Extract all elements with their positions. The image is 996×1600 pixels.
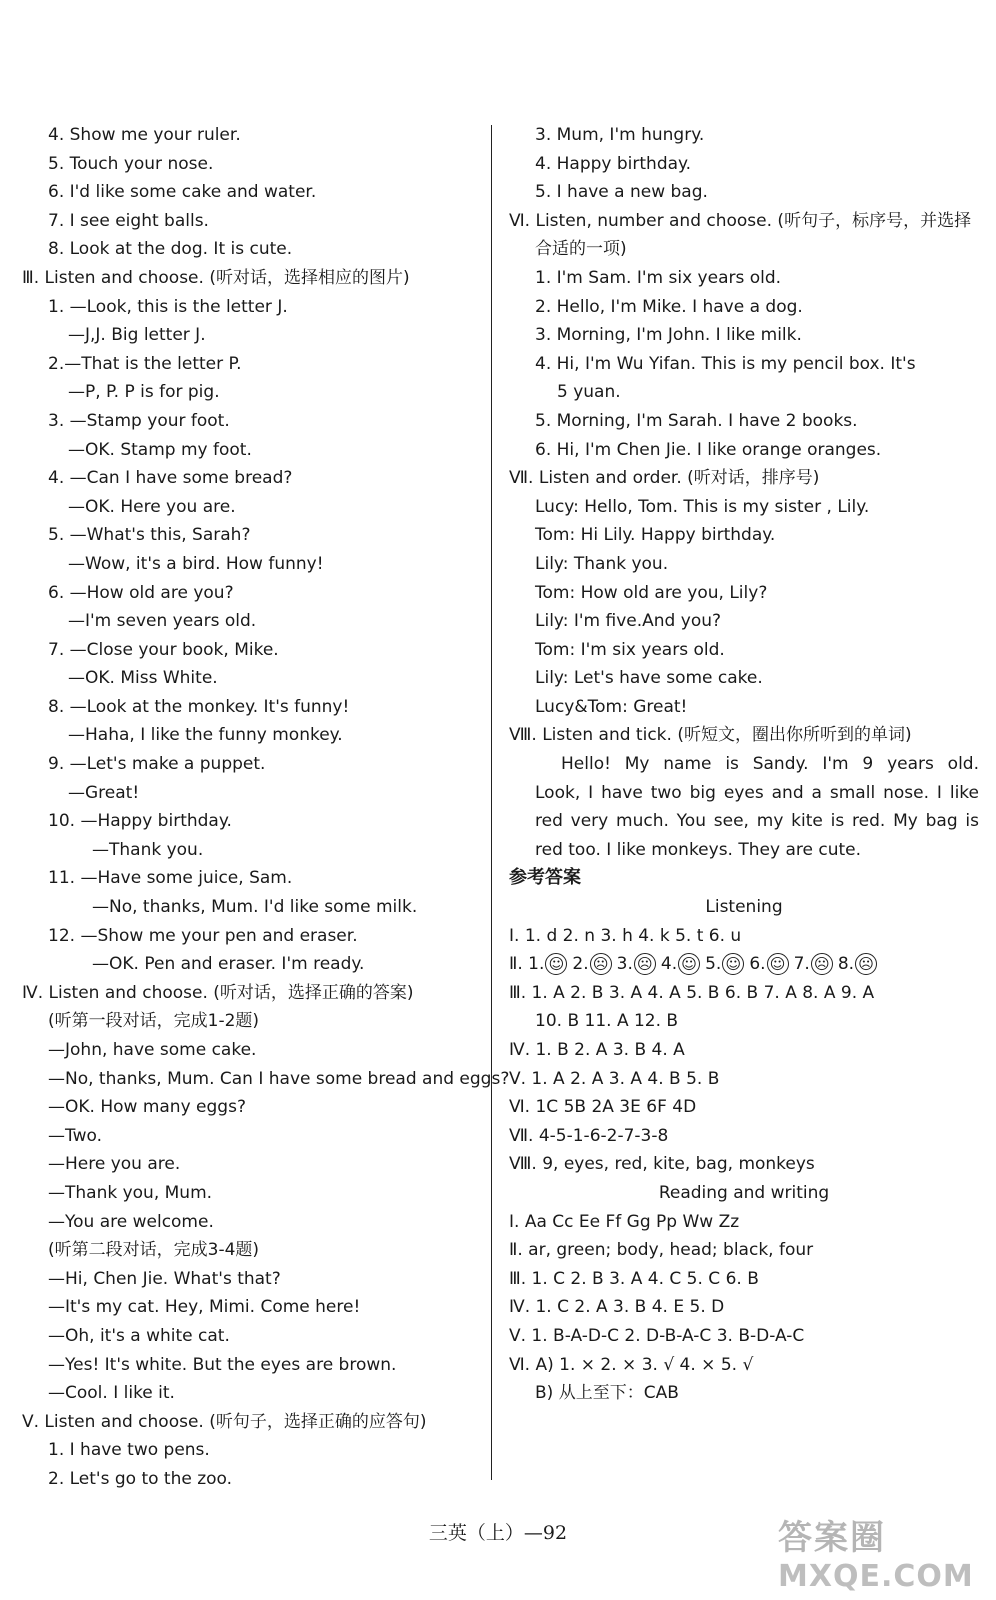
rw-answer-6b: B) 从上至下：CAB [535, 1383, 679, 1404]
script-line: Lucy: Hello, Tom. This is my sister , Lily. [535, 496, 870, 517]
listening-answer-8: Ⅷ. 9, eyes, red, kite, bag, monkeys [509, 1154, 815, 1175]
script-line: —You are welcome. [48, 1211, 214, 1232]
column-divider [491, 125, 492, 1480]
script-line: 6. I'd like some cake and water. [48, 182, 317, 203]
script-line: 6. Hi, I'm Chen Jie. I like orange oranges. [535, 439, 882, 460]
script-line: (听第二段对话，完成3-4题) [48, 1240, 260, 1261]
script-line: 2. Let's go to the zoo. [48, 1468, 233, 1489]
script-line: —Haha, I like the funny monkey. [68, 725, 343, 746]
script-line: —Thank you, Mum. [48, 1182, 213, 1203]
script-line: 2. Hello, I'm Mike. I have a dog. [535, 296, 803, 317]
script-line: 5. Morning, I'm Sarah. I have 2 books. [535, 410, 858, 431]
script-line: 5 yuan. [557, 382, 621, 403]
watermark-site: MXQE.COM [778, 1559, 974, 1594]
watermark [778, 1510, 978, 1592]
reading-writing-title: Reading and writing [658, 1182, 830, 1203]
script-line: 4. —Can I have some bread? [48, 468, 293, 489]
script-line: —Great! [68, 782, 140, 803]
script-line: Lucy&Tom: Great! [535, 696, 688, 717]
left-column [22, 121, 510, 1494]
script-line: 5. I have a new bag. [535, 182, 708, 203]
listening-title: Listening [705, 897, 783, 918]
script-line: —J,J. Big letter J. [68, 325, 206, 346]
script-line: 9. —Let's make a puppet. [48, 754, 266, 775]
listening-answer-3: Ⅲ. 1. A 2. B 3. A 4. A 5. B 6. B 7. A 8. A 9. A [509, 982, 875, 1003]
script-line: 4. Happy birthday. [535, 153, 692, 174]
script-line: —Two. [48, 1125, 102, 1146]
script-line: Tom: How old are you, Lily? [535, 582, 768, 603]
script-line: —No, thanks, Mum. Can I have some bread and eggs? [48, 1068, 510, 1089]
script-line: Ⅴ. Listen and choose. (听句子，选择正确的应答句) [22, 1411, 427, 1432]
face-icon: ☺ [678, 953, 700, 975]
script-line: Ⅵ. Listen, number and choose. (听句子，标序号，并选择 [509, 210, 972, 231]
script-line: —OK. Here you are. [68, 496, 236, 517]
face-number: 7. [793, 954, 810, 975]
listening-answer-2-label: Ⅱ. 1. [509, 954, 545, 975]
script-line: Ⅲ. Listen and choose. (听对话，选择相应的图片) [22, 267, 410, 288]
face-icon: ☹ [634, 953, 656, 975]
script-line: (听第一段对话，完成1-2题) [48, 1011, 260, 1032]
face-number: 6. [749, 954, 766, 975]
face-number: 3. [616, 954, 633, 975]
script-line: 3. Morning, I'm John. I like milk. [535, 325, 802, 346]
script-line: —OK. How many eggs? [48, 1097, 246, 1118]
script-line: —Yes! It's white. But the eyes are brown. [48, 1354, 397, 1375]
page-footer: 三英（上）—92 [428, 1522, 568, 1544]
script-line: —Cool. I like it. [48, 1383, 175, 1404]
rw-answer-5: Ⅴ. 1. B-A-D-C 2. D-B-A-C 3. B-D-A-C [509, 1325, 805, 1346]
script-line: 6. —How old are you? [48, 582, 234, 603]
script-line: —OK. Miss White. [68, 668, 218, 689]
script-line: —Thank you. [92, 839, 204, 860]
script-line: 2.—That is the letter P. [48, 353, 242, 374]
passage [535, 750, 979, 864]
listening-answer-2 [509, 950, 979, 979]
listening-script-continued [509, 121, 979, 750]
script-line: Lily: I'm five.And you? [535, 611, 722, 632]
script-line: Ⅶ. Listen and order. (听对话，排序号) [509, 468, 820, 489]
script-line: 10. —Happy birthday. [48, 811, 232, 832]
listening-answer-1: Ⅰ. 1. d 2. n 3. h 4. k 5. t 6. u [509, 925, 742, 946]
script-line: 7. —Close your book, Mike. [48, 639, 279, 660]
script-line: 4. Show me your ruler. [48, 125, 241, 145]
listening-answer-6: Ⅵ. 1C 5B 2A 3E 6F 4D [509, 1097, 697, 1118]
script-line: 7. I see eight balls. [48, 210, 209, 231]
face-number: 2. [572, 954, 589, 975]
face-number: 4. [660, 954, 678, 975]
face-icon: ☹ [811, 953, 833, 975]
script-line: Tom: I'm six years old. [535, 639, 725, 660]
script-line: 8. Look at the dog. It is cute. [48, 239, 293, 260]
script-line: 11. —Have some juice, Sam. [48, 868, 293, 889]
face-icon: ☺ [545, 953, 567, 975]
listening-answer-3b: 10. B 11. A 12. B [535, 1011, 679, 1032]
script-line: 3. Mum, I'm hungry. [535, 125, 705, 145]
script-line: Lily: Thank you. [535, 553, 669, 574]
script-line: 1. I have two pens. [48, 1440, 210, 1461]
script-line: 12. —Show me your pen and eraser. [48, 925, 358, 946]
watermark-logo: 答案圈 [778, 1518, 886, 1558]
script-line: —Wow, it's a bird. How funny! [68, 553, 324, 574]
answers-heading: 参考答案 [509, 867, 581, 889]
rw-answer-1: Ⅰ. Aa Cc Ee Ff Gg Pp Ww Zz [509, 1211, 740, 1232]
script-line: —OK. Stamp my foot. [68, 439, 252, 460]
script-line: 合适的一项) [535, 239, 627, 260]
script-line: —P, P. P is for pig. [68, 382, 220, 403]
script-line: Lily: Let's have some cake. [535, 668, 763, 689]
rw-answer-6: Ⅵ. A) 1. × 2. × 3. √ 4. × 5. √ [509, 1354, 754, 1375]
script-line: —John, have some cake. [48, 1040, 257, 1060]
script-line: —Oh, it's a white cat. [48, 1325, 230, 1346]
script-line: Ⅳ. Listen and choose. (听对话，选择正确的答案) [22, 982, 414, 1003]
listening-answer-5: Ⅴ. 1. A 2. A 3. A 4. B 5. B [509, 1068, 720, 1089]
face-icon: ☹ [590, 953, 612, 975]
script-line: —Hi, Chen Jie. What's that? [48, 1268, 281, 1289]
rw-answer-4: Ⅳ. 1. C 2. A 3. B 4. E 5. D [509, 1297, 725, 1318]
listening-answer-4: Ⅳ. 1. B 2. A 3. B 4. A [509, 1040, 685, 1060]
script-line: —Here you are. [48, 1154, 181, 1175]
face-icon: ☹ [855, 953, 877, 975]
passage-line: Look, I have two big eyes and a small nose. I like [535, 782, 979, 803]
script-line: 4. Hi, I'm Wu Yifan. This is my pencil box. It's [535, 353, 916, 374]
script-line: —OK. Pen and eraser. I'm ready. [92, 954, 365, 975]
passage-line: red too. I like monkeys. They are cute. [535, 839, 861, 860]
script-line: 1. —Look, this is the letter J. [48, 296, 288, 317]
face-icon: ☺ [767, 953, 789, 975]
right-column [509, 121, 979, 1408]
rw-answer-3: Ⅲ. 1. C 2. B 3. A 4. C 5. C 6. B [509, 1268, 759, 1289]
script-line: 5. —What's this, Sarah? [48, 525, 251, 546]
script-line: 8. —Look at the monkey. It's funny! [48, 696, 350, 717]
passage-line: Hello! My name is Sandy. I'm 9 years old. [561, 754, 979, 775]
script-line: —I'm seven years old. [68, 611, 257, 632]
passage-line: red very much. You see, my kite is red. My bag is [535, 811, 979, 832]
script-line: 1. I'm Sam. I'm six years old. [535, 267, 782, 288]
script-line: —It's my cat. Hey, Mimi. Come here! [48, 1297, 361, 1318]
script-line: Tom: Hi Lily. Happy birthday. [535, 525, 776, 546]
script-line: —No, thanks, Mum. I'd like some milk. [92, 897, 418, 918]
script-line: Ⅷ. Listen and tick. (听短文，圈出你所听到的单词) [509, 725, 912, 746]
face-icon: ☺ [722, 953, 744, 975]
script-line: 5. Touch your nose. [48, 153, 214, 174]
script-line: 3. —Stamp your foot. [48, 410, 230, 431]
listening-answer-7: Ⅶ. 4-5-1-6-2-7-3-8 [509, 1125, 669, 1146]
face-number: 5. [705, 954, 722, 975]
rw-answer-2: Ⅱ. ar, green; body, head; black, four [509, 1240, 814, 1261]
face-number: 8. [837, 954, 855, 975]
